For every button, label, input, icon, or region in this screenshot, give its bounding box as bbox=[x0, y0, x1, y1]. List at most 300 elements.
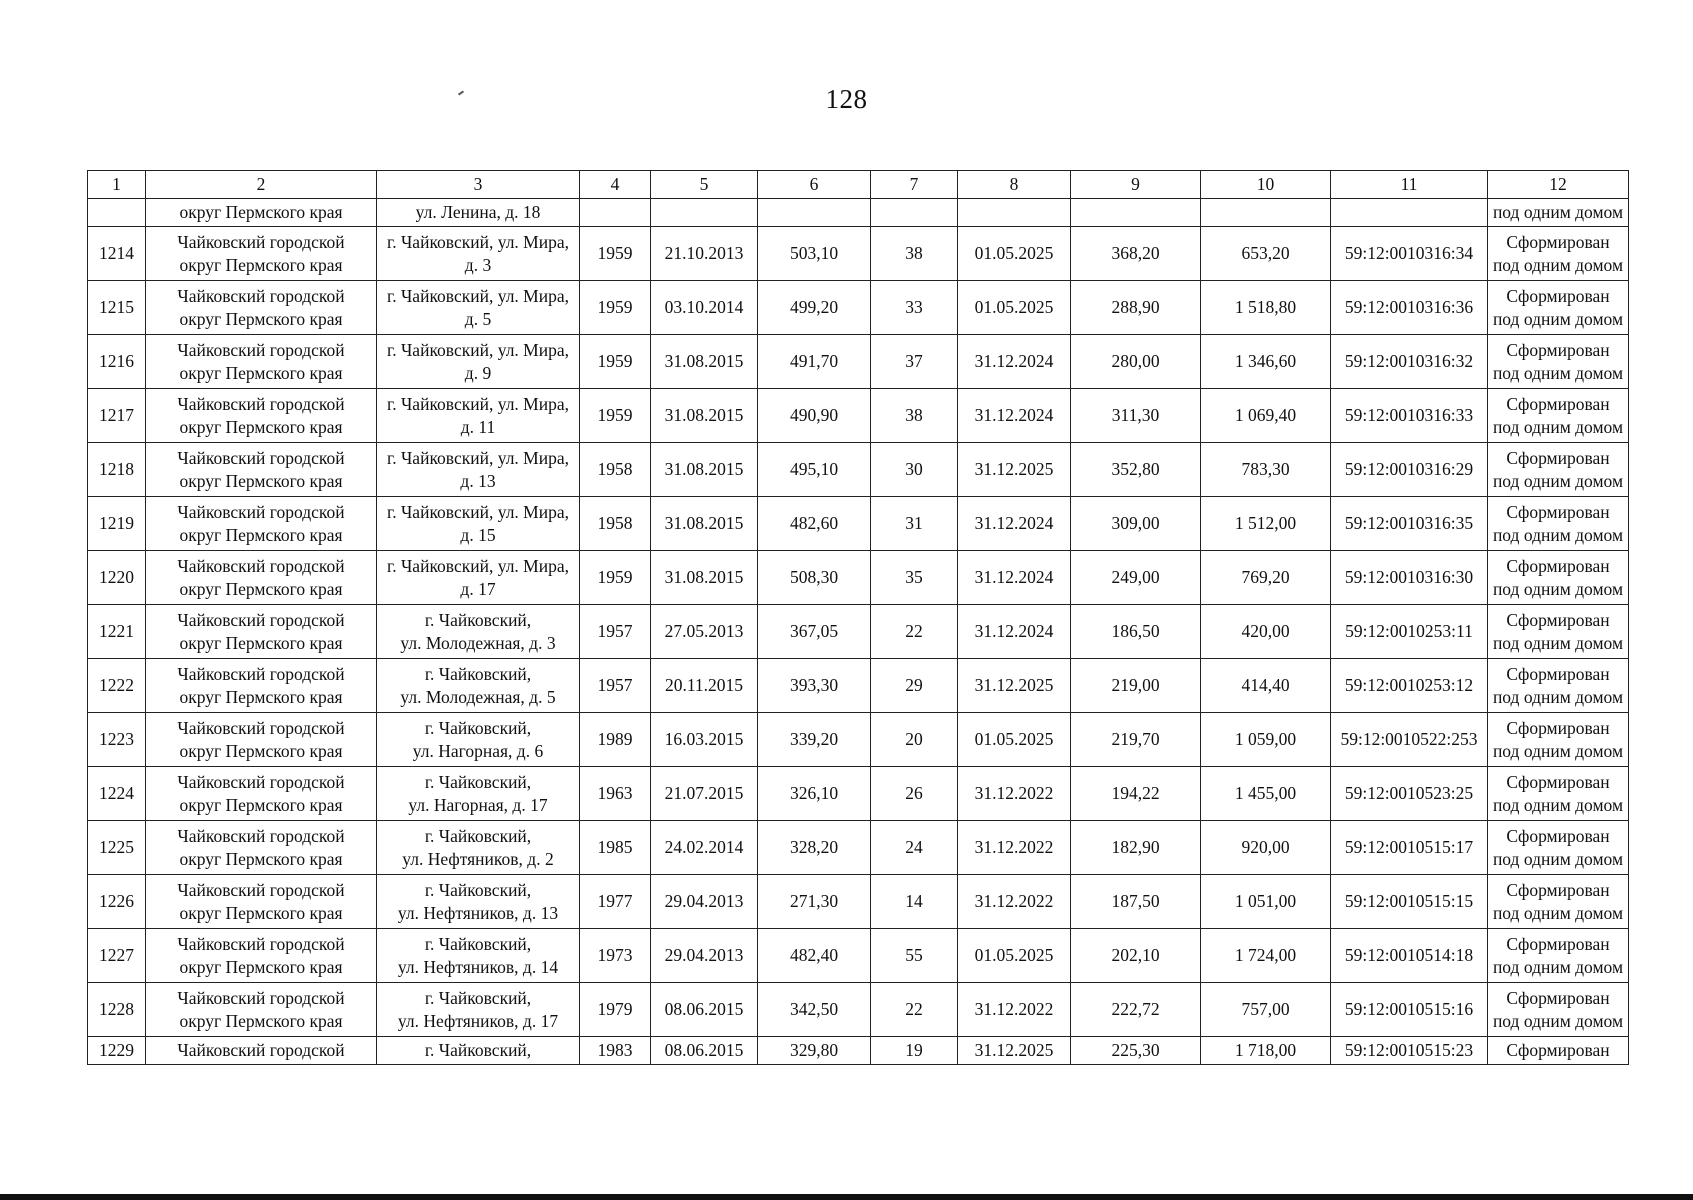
cell-people: 22 bbox=[871, 983, 958, 1037]
cell-area bbox=[758, 199, 871, 227]
cell-municipality-line-1: Чайковский городской bbox=[177, 393, 345, 414]
cell-residential-area: 202,10 bbox=[1071, 929, 1201, 983]
cell-area: 495,10 bbox=[758, 443, 871, 497]
cell-residential-area: 288,90 bbox=[1071, 281, 1201, 335]
cell-municipality-line-2: округ Пермского края bbox=[179, 902, 343, 923]
cell-address-line-1: г. Чайковский, ул. Мира, bbox=[386, 393, 569, 414]
cell-municipality-line-2: округ Пермского края bbox=[179, 362, 343, 383]
cell-year: 1958 bbox=[580, 497, 651, 551]
cell-address-line-2: ул. Нефтяников, д. 13 bbox=[397, 902, 559, 923]
cell-municipality-line-1: Чайковский городской bbox=[177, 879, 345, 900]
cell-year: 1959 bbox=[580, 389, 651, 443]
cell-address-line-2: д. 5 bbox=[464, 308, 492, 329]
cell-status-line-1: Сформирован bbox=[1506, 555, 1610, 576]
cell-status-line-2: под одним домом bbox=[1492, 524, 1624, 545]
cell-municipality-line-2: округ Пермского края bbox=[179, 524, 343, 545]
cell-status-line-2: под одним домом bbox=[1492, 470, 1624, 491]
cell-municipality-line-1: Чайковский городской bbox=[177, 771, 345, 792]
cell-status-line-2: под одним домом bbox=[1492, 848, 1624, 869]
cell-address-line-2: д. 15 bbox=[460, 524, 496, 545]
cell-area: 329,80 bbox=[758, 1037, 871, 1065]
cell-municipality bbox=[146, 605, 377, 659]
cell-address bbox=[377, 227, 580, 281]
cell-area: 503,10 bbox=[758, 227, 871, 281]
cell-plan-date: 31.12.2024 bbox=[958, 605, 1071, 659]
cell-address-line-1: г. Чайковский, bbox=[424, 987, 532, 1008]
cell-municipality-line-1: Чайковский городской bbox=[177, 555, 345, 576]
cell-plan-date: 31.12.2022 bbox=[958, 821, 1071, 875]
cell-status-line-1: Сформирован bbox=[1506, 879, 1610, 900]
cell-area: 482,60 bbox=[758, 497, 871, 551]
cell-address bbox=[377, 875, 580, 929]
cell-status-line-2: под одним домом bbox=[1492, 362, 1624, 383]
cell-address bbox=[377, 1037, 580, 1065]
cell-date: 21.10.2013 bbox=[651, 227, 758, 281]
housing-registry-table bbox=[87, 170, 1629, 1065]
table-row bbox=[88, 929, 1629, 983]
cell-cadastral: 59:12:0010514:18 bbox=[1331, 929, 1488, 983]
cell-residential-area: 249,00 bbox=[1071, 551, 1201, 605]
cell-status bbox=[1488, 605, 1629, 659]
column-header: 8 bbox=[958, 171, 1071, 199]
cell-municipality-line-1: Чайковский городской bbox=[177, 285, 345, 306]
cell-address: ул. Ленина, д. 18 bbox=[377, 199, 580, 227]
cell-plan-date: 31.12.2024 bbox=[958, 551, 1071, 605]
cell-status-line-1: Сформирован bbox=[1506, 771, 1610, 792]
cell-municipality bbox=[146, 389, 377, 443]
cell-address-line-1: г. Чайковский, bbox=[424, 933, 532, 954]
cell-land-area: 769,20 bbox=[1201, 551, 1331, 605]
cell-people: 30 bbox=[871, 443, 958, 497]
cell-residential-area: 309,00 bbox=[1071, 497, 1201, 551]
cell-area: 482,40 bbox=[758, 929, 871, 983]
cell-plan-date: 01.05.2025 bbox=[958, 227, 1071, 281]
cell-people: 55 bbox=[871, 929, 958, 983]
cell-residential-area: 311,30 bbox=[1071, 389, 1201, 443]
cell-status bbox=[1488, 929, 1629, 983]
cell-people: 20 bbox=[871, 713, 958, 767]
cell-area: 367,05 bbox=[758, 605, 871, 659]
cell-address-line-2: ул. Нефтяников, д. 17 bbox=[397, 1010, 559, 1031]
cell-number: 1224 bbox=[88, 767, 146, 821]
cell-address bbox=[377, 821, 580, 875]
cell-year: 1979 bbox=[580, 983, 651, 1037]
cell-area: 342,50 bbox=[758, 983, 871, 1037]
cell-address-line-1: г. Чайковский, ул. Мира, bbox=[386, 285, 569, 306]
cell-land-area: 1 346,60 bbox=[1201, 335, 1331, 389]
cell-municipality bbox=[146, 551, 377, 605]
cell-year: 1958 bbox=[580, 443, 651, 497]
page-number: 128 bbox=[825, 84, 868, 114]
cell-address bbox=[377, 713, 580, 767]
cell-plan-date: 31.12.2022 bbox=[958, 767, 1071, 821]
cell-status-line-2: под одним домом bbox=[1492, 1010, 1624, 1031]
cell-address-line-2: ул. Нагорная, д. 17 bbox=[408, 794, 548, 815]
cell-address-line-1: г. Чайковский, ул. Мира, bbox=[386, 339, 569, 360]
cell-municipality bbox=[146, 767, 377, 821]
cell-status-line-2: под одним домом bbox=[1492, 956, 1624, 977]
cell-address bbox=[377, 443, 580, 497]
cell-residential-area: 194,22 bbox=[1071, 767, 1201, 821]
cell-land-area: 783,30 bbox=[1201, 443, 1331, 497]
cell-municipality-line-2: округ Пермского края bbox=[179, 794, 343, 815]
cell-land-area: 414,40 bbox=[1201, 659, 1331, 713]
cell-address bbox=[377, 659, 580, 713]
cell-municipality bbox=[146, 929, 377, 983]
cell-people: 38 bbox=[871, 227, 958, 281]
cell-year: 1977 bbox=[580, 875, 651, 929]
cell-address-line-1: г. Чайковский, ул. Мира, bbox=[386, 447, 569, 468]
cell-year: 1983 bbox=[580, 1037, 651, 1065]
cell-people: 14 bbox=[871, 875, 958, 929]
cell-number: 1215 bbox=[88, 281, 146, 335]
cell-status-line-1: Сформирован bbox=[1506, 609, 1610, 630]
cell-status-line-2: под одним домом bbox=[1492, 902, 1624, 923]
cell-residential-area: 182,90 bbox=[1071, 821, 1201, 875]
cell-people: 37 bbox=[871, 335, 958, 389]
table-row bbox=[88, 551, 1629, 605]
column-header: 4 bbox=[580, 171, 651, 199]
cell-plan-date: 01.05.2025 bbox=[958, 929, 1071, 983]
cell-municipality-line-2: округ Пермского края bbox=[179, 578, 343, 599]
cell-number: 1228 bbox=[88, 983, 146, 1037]
cell-people: 22 bbox=[871, 605, 958, 659]
cell-address bbox=[377, 605, 580, 659]
cell-municipality-line-1: Чайковский городской bbox=[177, 1040, 345, 1060]
cell-people: 35 bbox=[871, 551, 958, 605]
cell-address-line-2: ул. Нефтяников, д. 2 bbox=[402, 848, 554, 869]
cell-address-line-2: д. 9 bbox=[464, 362, 492, 383]
cell-residential-area: 219,00 bbox=[1071, 659, 1201, 713]
cell-address bbox=[377, 497, 580, 551]
cell-municipality-line-1: Чайковский городской bbox=[177, 663, 345, 684]
cell-year bbox=[580, 199, 651, 227]
cell-area: 499,20 bbox=[758, 281, 871, 335]
cell-status-line-1: Сформирован bbox=[1506, 231, 1610, 252]
cell-year: 1957 bbox=[580, 605, 651, 659]
cell-cadastral: 59:12:0010515:23 bbox=[1331, 1037, 1488, 1065]
cell-cadastral: 59:12:0010316:32 bbox=[1331, 335, 1488, 389]
cell-cadastral: 59:12:0010253:12 bbox=[1331, 659, 1488, 713]
cell-number: 1221 bbox=[88, 605, 146, 659]
cell-area: 328,20 bbox=[758, 821, 871, 875]
cell-address-line-1: г. Чайковский, ул. Мира, bbox=[386, 555, 569, 576]
cell-date: 31.08.2015 bbox=[651, 443, 758, 497]
cell-date: 08.06.2015 bbox=[651, 1037, 758, 1065]
cell-status bbox=[1488, 659, 1629, 713]
cell-cadastral: 59:12:0010316:29 bbox=[1331, 443, 1488, 497]
cell-status-line-2: под одним домом bbox=[1492, 740, 1624, 761]
cell-date: 31.08.2015 bbox=[651, 335, 758, 389]
cell-land-area: 1 518,80 bbox=[1201, 281, 1331, 335]
cell-year: 1989 bbox=[580, 713, 651, 767]
cell-people: 26 bbox=[871, 767, 958, 821]
cell-status-line-2: под одним домом bbox=[1492, 794, 1624, 815]
cell-plan-date: 31.12.2025 bbox=[958, 1037, 1071, 1065]
cell-plan-date bbox=[958, 199, 1071, 227]
cell-plan-date: 01.05.2025 bbox=[958, 281, 1071, 335]
cell-year: 1963 bbox=[580, 767, 651, 821]
cell-cadastral: 59:12:0010523:25 bbox=[1331, 767, 1488, 821]
cell-date: 20.11.2015 bbox=[651, 659, 758, 713]
cell-address-line-1: г. Чайковский, bbox=[424, 663, 532, 684]
cell-municipality-line-2: округ Пермского края bbox=[179, 956, 343, 977]
cell-cadastral: 59:12:0010316:36 bbox=[1331, 281, 1488, 335]
column-header: 9 bbox=[1071, 171, 1201, 199]
column-header: 12 bbox=[1488, 171, 1629, 199]
cell-status-line-2: под одним домом bbox=[1492, 254, 1624, 275]
cell-status-line-2: под одним домом bbox=[1492, 416, 1624, 437]
cell-status-line-1: Сформирован bbox=[1506, 501, 1610, 522]
cell-people: 31 bbox=[871, 497, 958, 551]
cell-municipality bbox=[146, 497, 377, 551]
cell-year: 1959 bbox=[580, 335, 651, 389]
cell-municipality-line-1: Чайковский городской bbox=[177, 447, 345, 468]
cell-residential-area: 352,80 bbox=[1071, 443, 1201, 497]
cell-municipality bbox=[146, 1037, 377, 1065]
cell-address-line-1: г. Чайковский, bbox=[424, 879, 532, 900]
cell-area: 508,30 bbox=[758, 551, 871, 605]
cell-date: 16.03.2015 bbox=[651, 713, 758, 767]
cell-area: 490,90 bbox=[758, 389, 871, 443]
cell-number: 1229 bbox=[88, 1037, 146, 1065]
table-header-row bbox=[88, 171, 1629, 199]
cell-municipality-line-2: округ Пермского края bbox=[179, 686, 343, 707]
table-row bbox=[88, 821, 1629, 875]
cell-status bbox=[1488, 713, 1629, 767]
column-header: 1 bbox=[88, 171, 146, 199]
cell-municipality bbox=[146, 659, 377, 713]
cell-municipality-line-2: округ Пермского края bbox=[179, 632, 343, 653]
cell-cadastral bbox=[1331, 199, 1488, 227]
cell-municipality-line-1: Чайковский городской bbox=[177, 609, 345, 630]
column-header: 2 bbox=[146, 171, 377, 199]
cell-address bbox=[377, 335, 580, 389]
column-header: 7 bbox=[871, 171, 958, 199]
cell-date: 29.04.2013 bbox=[651, 929, 758, 983]
cell-residential-area: 222,72 bbox=[1071, 983, 1201, 1037]
cell-address bbox=[377, 281, 580, 335]
cell-address-line-2: д. 11 bbox=[460, 416, 496, 437]
cell-status-line-2: под одним домом bbox=[1492, 578, 1624, 599]
cell-land-area: 1 059,00 bbox=[1201, 713, 1331, 767]
cell-address-line-1: г. Чайковский, bbox=[424, 1040, 532, 1060]
cell-cadastral: 59:12:0010316:35 bbox=[1331, 497, 1488, 551]
cell-address-line-1: г. Чайковский, bbox=[424, 609, 532, 630]
cell-date: 31.08.2015 bbox=[651, 551, 758, 605]
cell-people: 38 bbox=[871, 389, 958, 443]
cell-people: 29 bbox=[871, 659, 958, 713]
cell-address-line-2: ул. Нефтяников, д. 14 bbox=[397, 956, 559, 977]
cell-year: 1959 bbox=[580, 227, 651, 281]
table-row bbox=[88, 443, 1629, 497]
cell-municipality-line-2: округ Пермского края bbox=[179, 308, 343, 329]
cell-people: 24 bbox=[871, 821, 958, 875]
cell-municipality-line-1: Чайковский городской bbox=[177, 933, 345, 954]
cell-number: 1220 bbox=[88, 551, 146, 605]
cell-date: 08.06.2015 bbox=[651, 983, 758, 1037]
cell-status bbox=[1488, 875, 1629, 929]
cell-status-line-2: под одним домом bbox=[1492, 632, 1624, 653]
cell-municipality-line-2: округ Пермского края bbox=[179, 740, 343, 761]
cell-municipality bbox=[146, 821, 377, 875]
cell-residential-area: 219,70 bbox=[1071, 713, 1201, 767]
table-row bbox=[88, 227, 1629, 281]
cell-plan-date: 31.12.2024 bbox=[958, 335, 1071, 389]
cell-land-area: 920,00 bbox=[1201, 821, 1331, 875]
cell-municipality-line-1: Чайковский городской bbox=[177, 339, 345, 360]
cell-address-line-2: ул. Нагорная, д. 6 bbox=[412, 740, 544, 761]
cell-address bbox=[377, 551, 580, 605]
table-row-continued bbox=[88, 199, 1629, 227]
table-row bbox=[88, 767, 1629, 821]
cell-cadastral: 59:12:0010316:34 bbox=[1331, 227, 1488, 281]
cell-municipality-line-1: Чайковский городской bbox=[177, 825, 345, 846]
cell-status bbox=[1488, 551, 1629, 605]
cell-number: 1218 bbox=[88, 443, 146, 497]
cell-status-line-1: Сформирован bbox=[1506, 1040, 1610, 1060]
cell-municipality-line-2: округ Пермского края bbox=[179, 848, 343, 869]
cell-address-line-2: д. 17 bbox=[460, 578, 496, 599]
cell-plan-date: 31.12.2024 bbox=[958, 389, 1071, 443]
cell-plan-date: 31.12.2024 bbox=[958, 497, 1071, 551]
cell-municipality-line-1: Чайковский городской bbox=[177, 717, 345, 738]
cell-cadastral: 59:12:0010515:16 bbox=[1331, 983, 1488, 1037]
cell-municipality-line-1: Чайковский городской bbox=[177, 501, 345, 522]
cell-number: 1219 bbox=[88, 497, 146, 551]
cell-status-line-2: под одним домом bbox=[1492, 686, 1624, 707]
cell-status bbox=[1488, 389, 1629, 443]
cell-status-line-1: Сформирован bbox=[1506, 717, 1610, 738]
cell-status-line-2: под одним домом bbox=[1492, 308, 1624, 329]
cell-address-line-1: г. Чайковский, bbox=[424, 717, 532, 738]
cell-area: 339,20 bbox=[758, 713, 871, 767]
cell-land-area: 420,00 bbox=[1201, 605, 1331, 659]
cell-number bbox=[88, 199, 146, 227]
cell-status bbox=[1488, 983, 1629, 1037]
cell-cadastral: 59:12:0010522:253 bbox=[1331, 713, 1488, 767]
cell-status-line-1: Сформирован bbox=[1506, 987, 1610, 1008]
cell-land-area: 1 051,00 bbox=[1201, 875, 1331, 929]
table-row bbox=[88, 389, 1629, 443]
table-row bbox=[88, 875, 1629, 929]
cell-address bbox=[377, 767, 580, 821]
cell-residential-area: 186,50 bbox=[1071, 605, 1201, 659]
cell-status bbox=[1488, 1037, 1629, 1065]
cell-year: 1973 bbox=[580, 929, 651, 983]
cell-year: 1959 bbox=[580, 281, 651, 335]
cell-land-area: 1 455,00 bbox=[1201, 767, 1331, 821]
cell-plan-date: 31.12.2025 bbox=[958, 443, 1071, 497]
column-header: 10 bbox=[1201, 171, 1331, 199]
cell-status bbox=[1488, 281, 1629, 335]
cell-municipality bbox=[146, 335, 377, 389]
cell-address-line-2: д. 3 bbox=[464, 254, 492, 275]
cell-status-line-1: Сформирован bbox=[1506, 285, 1610, 306]
cell-status bbox=[1488, 335, 1629, 389]
table-row bbox=[88, 497, 1629, 551]
cell-status-line-1: Сформирован bbox=[1506, 447, 1610, 468]
cell-plan-date: 31.12.2022 bbox=[958, 875, 1071, 929]
cell-residential-area: 280,00 bbox=[1071, 335, 1201, 389]
cell-status: под одним домом bbox=[1488, 199, 1629, 227]
cell-year: 1959 bbox=[580, 551, 651, 605]
cell-date: 03.10.2014 bbox=[651, 281, 758, 335]
column-header: 6 bbox=[758, 171, 871, 199]
cell-number: 1223 bbox=[88, 713, 146, 767]
cell-land-area: 1 724,00 bbox=[1201, 929, 1331, 983]
cell-status bbox=[1488, 497, 1629, 551]
cell-address bbox=[377, 389, 580, 443]
cell-status-line-1: Сформирован bbox=[1506, 663, 1610, 684]
cell-cadastral: 59:12:0010316:30 bbox=[1331, 551, 1488, 605]
cell-address-line-1: г. Чайковский, ул. Мира, bbox=[386, 231, 569, 252]
cell-year: 1985 bbox=[580, 821, 651, 875]
cell-number: 1227 bbox=[88, 929, 146, 983]
scan-edge bbox=[0, 1194, 1693, 1200]
cell-land-area: 757,00 bbox=[1201, 983, 1331, 1037]
cell-plan-date: 01.05.2025 bbox=[958, 713, 1071, 767]
cell-address-line-2: ул. Молодежная, д. 5 bbox=[400, 686, 556, 707]
cell-land-area: 1 512,00 bbox=[1201, 497, 1331, 551]
cell-address-line-1: г. Чайковский, bbox=[424, 825, 532, 846]
cell-address-line-1: г. Чайковский, ул. Мира, bbox=[386, 501, 569, 522]
cell-municipality-line-2: округ Пермского края bbox=[179, 470, 343, 491]
cell-status bbox=[1488, 443, 1629, 497]
cell-municipality bbox=[146, 443, 377, 497]
cell-municipality bbox=[146, 227, 377, 281]
cell-plan-date: 31.12.2025 bbox=[958, 659, 1071, 713]
cell-date: 24.02.2014 bbox=[651, 821, 758, 875]
table-row bbox=[88, 605, 1629, 659]
cell-cadastral: 59:12:0010515:15 bbox=[1331, 875, 1488, 929]
cell-residential-area: 225,30 bbox=[1071, 1037, 1201, 1065]
cell-municipality-line-2: округ Пермского края bbox=[179, 1010, 343, 1031]
cell-date: 21.07.2015 bbox=[651, 767, 758, 821]
cell-land-area: 653,20 bbox=[1201, 227, 1331, 281]
cell-municipality-line-2: округ Пермского края bbox=[179, 254, 343, 275]
cell-residential-area: 368,20 bbox=[1071, 227, 1201, 281]
table-row bbox=[88, 983, 1629, 1037]
cell-number: 1214 bbox=[88, 227, 146, 281]
cell-people: 19 bbox=[871, 1037, 958, 1065]
cell-status bbox=[1488, 227, 1629, 281]
cell-date: 31.08.2015 bbox=[651, 497, 758, 551]
cell-residential-area bbox=[1071, 199, 1201, 227]
cell-plan-date: 31.12.2022 bbox=[958, 983, 1071, 1037]
cell-municipality bbox=[146, 875, 377, 929]
cell-status-line-1: Сформирован bbox=[1506, 393, 1610, 414]
column-header: 3 bbox=[377, 171, 580, 199]
column-header: 11 bbox=[1331, 171, 1488, 199]
cell-land-area: 1 718,00 bbox=[1201, 1037, 1331, 1065]
cell-land-area bbox=[1201, 199, 1331, 227]
cell-number: 1217 bbox=[88, 389, 146, 443]
cell-date: 27.05.2013 bbox=[651, 605, 758, 659]
cell-status bbox=[1488, 821, 1629, 875]
cell-status-line-1: Сформирован bbox=[1506, 825, 1610, 846]
cell-number: 1222 bbox=[88, 659, 146, 713]
cell-cadastral: 59:12:0010515:17 bbox=[1331, 821, 1488, 875]
cell-address-line-2: ул. Молодежная, д. 3 bbox=[400, 632, 556, 653]
table-row bbox=[88, 713, 1629, 767]
cell-date: 31.08.2015 bbox=[651, 389, 758, 443]
cell-address-line-1: г. Чайковский, bbox=[424, 771, 532, 792]
cell-year: 1957 bbox=[580, 659, 651, 713]
cell-land-area: 1 069,40 bbox=[1201, 389, 1331, 443]
cell-municipality bbox=[146, 713, 377, 767]
cell-area: 491,70 bbox=[758, 335, 871, 389]
